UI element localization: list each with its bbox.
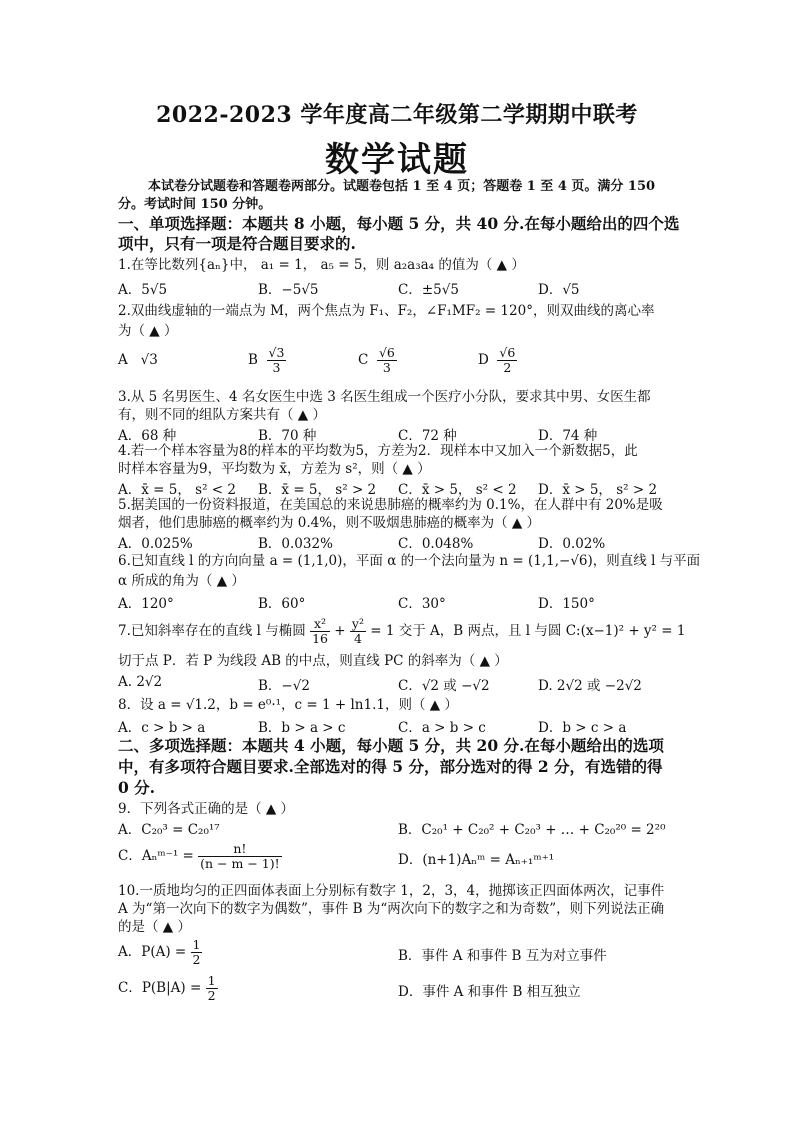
q1-stem: 1.在等比数列{aₙ}中， a₁ = 1， a₅ = 5，则 a₂a₃a₄ 的值为（ ▲ ） xyxy=(118,257,525,273)
section1-heading-1: 一、单项选择题：本题共 8 小题，每小题 5 分，共 40 分.在每小题给出的四个选 xyxy=(118,214,680,233)
q7-stem-pre: 7.已知斜率存在的直线 l 与椭圆 xyxy=(118,623,306,639)
q10-a-num: 1 xyxy=(192,937,201,952)
q4-options xyxy=(118,478,678,496)
q7-stem-1 xyxy=(118,614,686,648)
exam-title: 2022-2023 学年度高二年级第二学期期中联考 xyxy=(156,102,638,128)
q4-option-c: C．x̄ > 5， s² < 2 xyxy=(398,482,517,498)
q1-option-d: D．√5 xyxy=(538,282,580,298)
q2-option-c xyxy=(358,346,397,375)
q5-option-b: B．0.032% xyxy=(258,536,333,552)
q1-options xyxy=(118,278,678,296)
q10-stem-3: 的是（ ▲ ） xyxy=(118,919,191,935)
q9-option-d: D．(n+1)Aₙᵐ = Aₙ₊₁ᵐ⁺¹ xyxy=(398,852,555,868)
q7-option-d: D. 2√2 或 −2√2 xyxy=(538,678,642,694)
q3-options xyxy=(118,424,678,442)
q3-option-a: A．68 种 xyxy=(118,428,177,444)
q5-options xyxy=(118,532,678,550)
q4-option-b: B．x̄ = 5， s² > 2 xyxy=(258,482,377,498)
q10-option-d: D．事件 A 和事件 B 相互独立 xyxy=(398,984,581,1000)
q7-option-a: A. 2√2 xyxy=(118,674,163,690)
q6-stem-1: 6.已知直线 l 的方向向量 a = (1,1,0)，平面 α 的一个法向量为 n = (1,1,−√6)，则直线 l 与平面 xyxy=(118,553,701,569)
q2-d-den: 2 xyxy=(503,360,512,375)
q3-stem-1: 3.从 5 名男医生、4 名女医生中选 3 名医生组成一个医疗小分队，要求其中男、女医生都 xyxy=(118,389,651,405)
q7-frac1-num: x² xyxy=(310,617,330,632)
q2-option-b xyxy=(248,346,286,375)
q7-option-c: C．√2 或 −√2 xyxy=(398,678,490,694)
q2-c-den: 3 xyxy=(382,360,391,375)
q2-label-d: D xyxy=(478,352,489,368)
q6-option-a: A．120° xyxy=(118,596,174,612)
q5-option-a: A．0.025% xyxy=(118,536,193,552)
q4-stem-1: 4.若一个样本容量为8的样本的平均数为5，方差为2．现样本中又加入一个新数据5，此 xyxy=(118,443,638,459)
subject-title: 数学试题 xyxy=(325,140,469,180)
q2-option-d xyxy=(478,346,517,375)
q9-option-a: A．C₂₀³ = C₂₀¹⁷ xyxy=(118,822,220,838)
notice-line-1: 本试卷分试题卷和答题卷两部分。试题卷包括 1 至 4 页；答题卷 1 至 4 页。满分 150 xyxy=(148,179,656,194)
q9-c-pre: C．Aₙᵐ⁻¹ = xyxy=(118,848,194,864)
section2-heading-3: 0 分. xyxy=(118,778,156,797)
q9-option-c xyxy=(118,840,282,872)
section2-heading-2: 中，有多项符合题目要求.全部选对的得 5 分，部分选对的得 2 分，有选错的得 xyxy=(118,757,663,776)
q10-c-pre: C．P(B|A) = xyxy=(118,980,202,996)
q5-stem-2: 烟者，他们患肺癌的概率约为 0.4%，则不吸烟患肺癌的概率为（ ▲ ） xyxy=(118,515,541,531)
section2-heading-1: 二、多项选择题：本题共 4 小题，每小题 5 分，共 20 分.在每小题给出的选项 xyxy=(118,736,664,755)
q9-options-row2 xyxy=(118,840,678,874)
q7-stem-2: 切于点 P．若 P 为线段 AB 的中点，则直线 PC 的斜率为（ ▲ ） xyxy=(118,653,508,669)
q10-c-den: 2 xyxy=(207,988,216,1003)
notice-line-2: 分。考试时间 150 分钟。 xyxy=(118,197,272,212)
q5-option-d: D．0.02% xyxy=(538,536,606,552)
q9-stem: 9．下列各式正确的是（ ▲ ） xyxy=(118,801,295,817)
q8-option-c: C．a > b > c xyxy=(398,720,486,736)
q3-stem-2: 有，则不同的组队方案共有（ ▲ ） xyxy=(118,407,326,423)
q7-frac2-num: y² xyxy=(351,616,364,631)
q5-stem-1: 5.据美国的一份资料报道，在美国总的来说患肺癌的概率约为 0.1%，在人群中有 20%是吸 xyxy=(118,497,663,513)
q10-stem-1: 10.一质地均匀的正四面体表面上分别标有数字 1，2，3，4，抛掷该正四面体两次，记事件 xyxy=(118,883,665,899)
q8-option-a: A．c > b > a xyxy=(118,720,206,736)
q7-frac2-den: 4 xyxy=(353,631,362,646)
q2-options xyxy=(118,346,678,380)
q4-stem-2: 时样本容量为9，平均数为 x̄，方差为 s²，则（ ▲ ） xyxy=(118,461,431,477)
q2-c-num: √6 xyxy=(378,345,395,360)
q9-option-b: B．C₂₀¹ + C₂₀² + C₂₀³ + … + C₂₀²⁰ = 2²⁰ xyxy=(398,822,666,838)
q3-option-d: D．74 种 xyxy=(538,428,598,444)
q4-option-d: D．x̄ > 5， s² > 2 xyxy=(538,482,658,498)
q2-label-a: A xyxy=(118,352,128,368)
q2-b-den: 3 xyxy=(272,360,281,375)
q6-stem-2: α 所成的角为（ ▲ ） xyxy=(118,573,245,589)
q10-c-num: 1 xyxy=(207,973,216,988)
q10-options-row2 xyxy=(118,972,678,1006)
q8-options xyxy=(118,716,678,734)
q10-option-b: B．事件 A 和事件 B 互为对立事件 xyxy=(398,948,607,964)
q2-d-num: √6 xyxy=(499,345,516,360)
q1-option-c: C．±5√5 xyxy=(398,282,459,298)
q3-option-c: C．72 种 xyxy=(398,428,457,444)
q2-stem-1: 2.双曲线虚轴的一端点为 M，两个焦点为 F₁、F₂，∠F₁MF₂ = 120°，则双曲线的离心率 xyxy=(118,303,655,319)
q8-stem: 8．设 a = √1.2，b = e⁰·¹，c = 1 + ln1.1，则（ ▲ ） xyxy=(118,697,458,713)
q6-option-c: C．30° xyxy=(398,596,446,612)
q3-option-b: B．70 种 xyxy=(258,428,317,444)
q8-option-b: B．b > a > c xyxy=(258,720,346,736)
q10-option-c xyxy=(118,972,218,1004)
q6-options xyxy=(118,592,678,610)
q4-option-a: A．x̄ = 5， s² < 2 xyxy=(118,482,236,498)
q1-option-b: B．−5√5 xyxy=(258,282,319,298)
q2-option-a xyxy=(118,352,158,368)
q2-stem-2: 为（ ▲ ） xyxy=(118,323,178,339)
q10-a-pre: A．P(A) = xyxy=(118,944,187,960)
q10-a-den: 2 xyxy=(192,952,201,967)
q7-option-b: B．−√2 xyxy=(258,678,310,694)
q2-label-c: C xyxy=(358,352,369,368)
q7-plus: + xyxy=(334,623,346,639)
q6-option-d: D．150° xyxy=(538,596,595,612)
q10-options-row1 xyxy=(118,936,678,970)
q8-option-d: D．b > c > a xyxy=(538,720,627,736)
q6-option-b: B．60° xyxy=(258,596,306,612)
q10-option-a xyxy=(118,936,202,968)
q7-stem-post: = 1 交于 A，B 两点，且 l 与圆 C:(x−1)² + y² = 1 xyxy=(370,623,686,639)
q2-label-b: B xyxy=(248,352,258,368)
q10-stem-2: A 为“第一次向下的数字为偶数”，事件 B 为“两次向下的数字之和为奇数”，则下列说法正确 xyxy=(118,901,665,917)
q9-c-den: (n − m − 1)! xyxy=(200,856,280,871)
q9-c-num: n! xyxy=(198,842,281,857)
section1-heading-2: 项中，只有一项是符合题目要求的. xyxy=(118,234,356,253)
q1-option-a: A．5√5 xyxy=(118,282,168,298)
q5-option-c: C．0.048% xyxy=(398,536,474,552)
q7-frac1-den: 16 xyxy=(312,631,328,646)
q2-b-num: √3 xyxy=(268,345,285,360)
q2-value-a: √3 xyxy=(140,352,158,368)
q9-options-row1 xyxy=(118,818,678,836)
q7-options xyxy=(118,674,678,692)
